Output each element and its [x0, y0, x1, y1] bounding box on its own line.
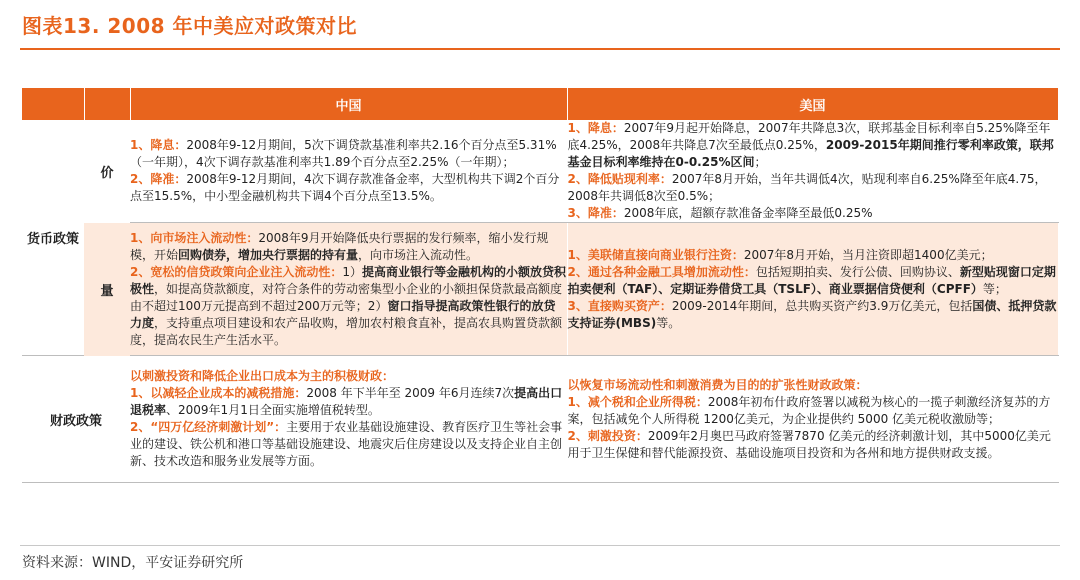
us-fiscal-intro: 以恢复市场流动性和刺激消费为目的的扩张性财政政策：: [567, 377, 868, 392]
table-row-price: [22, 120, 1058, 223]
us-fiscal-item-2: 2、刺激投资：2009年2月奥巴马政府签署7870 亿美元的经济刺激计划，其中5000亿美元用于卫生保健和替代能源投资、基础设施项目投资和为各州和地方提供财政支援。: [567, 428, 1051, 460]
header-blank-cell: [84, 88, 130, 120]
cell-us-fiscal: [567, 356, 1058, 483]
category-monetary: 货币政策: [22, 120, 84, 356]
category-fiscal: 财政政策: [22, 356, 130, 483]
china-quantity-item-1: 1、向市场注入流动性：2008年9月开始降低央行票据的发行频率，缩小发行规模，开始回购债券，增加央行票据的持有量，向市场注入流动性。: [130, 230, 549, 262]
source-divider: [20, 545, 1060, 546]
us-quantity-item-1: 1、美联储直接向商业银行注资：2007年8月开始，当月注资即超1400亿美元；: [567, 247, 993, 262]
china-price-item-2: 2、降准：2008年9-12月期间，4次下调存款准备金率，大型机构共下调2个百分点至15.5%，中小型金融机构共下调4个百分点至13.5%。: [130, 172, 560, 203]
cell-us-quantity: [567, 223, 1058, 356]
title-divider: [20, 48, 1060, 50]
header-china: 中国: [130, 88, 567, 120]
cell-china-fiscal: [130, 356, 567, 483]
china-fiscal-intro: 以刺激投资和降低企业出口成本为主的积极财政：: [130, 369, 395, 383]
header-us: 美国: [567, 88, 1058, 120]
cell-china-quantity: [130, 223, 567, 356]
china-fiscal-item-1: 1、以减轻企业成本的减税措施：2008 年下半年至 2009 年6月连续7次提高出口退税率、2009年1月1日全面实施增值税转型。: [130, 386, 563, 417]
subcategory-quantity: 量: [84, 223, 130, 356]
cell-us-price: [567, 120, 1058, 223]
us-price-item-1: 1、降息：2007年9月起开始降息，2007年共降息3次，联邦基金目标利率自5.25%降至年底4.25%，2008年共降息7次至最低点0.25%，2009-2015年期间推行零利率政策，联邦基金目标利率维持在0-0.25%区间；: [567, 121, 1054, 169]
policy-comparison-table: [22, 88, 1059, 483]
china-fiscal-item-2: 2、“四万亿经济刺激计划”：主要用于农业基础设施建设、教育医疗卫生等社会事业的建设、铁公机和港口等基础设施建设、地震灾后住房建设以及支持企业自主创新、技术改造和服务业发展等方面。: [130, 420, 563, 468]
subcategory-price: 价: [84, 120, 130, 223]
us-price-item-2: 2、降低贴现利率：2007年8月开始，当年共调低4次，贴现利率自6.25%降至年底4.75，2008年共调低8次至0.5%；: [567, 172, 1047, 203]
source-note: 资料来源：WIND，平安证券研究所: [22, 555, 244, 571]
table-row-quantity: [22, 223, 1058, 356]
us-price-item-3: 3、降准：2008年底，超额存款准备金率降至最低0.25%: [567, 206, 873, 220]
cell-china-price: [130, 120, 567, 223]
header-blank-cell: [22, 88, 84, 120]
page-title: 图表13. 2008 年中美应对政策对比: [22, 14, 358, 38]
table-header-row: [22, 88, 1058, 120]
china-quantity-item-2: 2、宽松的信贷政策向企业注入流动性：1）提高商业银行等金融机构的小额放贷积极性，如提高贷款额度，对符合条件的劳动密集型小企业的小额担保贷款最高额度由不超过100万元提高到不超过200万元等；2）窗口指导提高政策性银行的放贷力度，支持重点项目建设和农产品收购，增加农村粮食直补，提高农具购置贷款额度，提高农民生产生活水平。: [130, 264, 567, 347]
china-price-item-1: 1、降息：2008年9-12月期间，5次下调贷款基准利率共2.16个百分点至5.31%（一年期），4次下调存款基准利率共1.89个百分点至2.25%（一年期）；: [130, 138, 557, 169]
us-quantity-item-2: 2、通过各种金融工具增加流动性：包括短期拍卖、发行公债、回购协议、新型贴现窗口定期拍卖便利（TAF）、定期证券借贷工具（TSLF）、商业票据信贷便利（CPFF）等；: [567, 264, 1056, 296]
table-row-fiscal: [22, 356, 1058, 483]
us-quantity-item-3: 3、直接购买资产：2009-2014年期间，总共购买资产约3.9万亿美元，包括国债、抵押贷款支持证券(MBS)等。: [567, 298, 1057, 330]
us-fiscal-item-1: 1、减个税和企业所得税：2008年初布什政府签署以减税为核心的一揽子刺激经济复苏的方案，包括减免个人所得税 1200亿美元，为企业提供约 5000 亿美元税收激励等；: [567, 394, 1051, 426]
